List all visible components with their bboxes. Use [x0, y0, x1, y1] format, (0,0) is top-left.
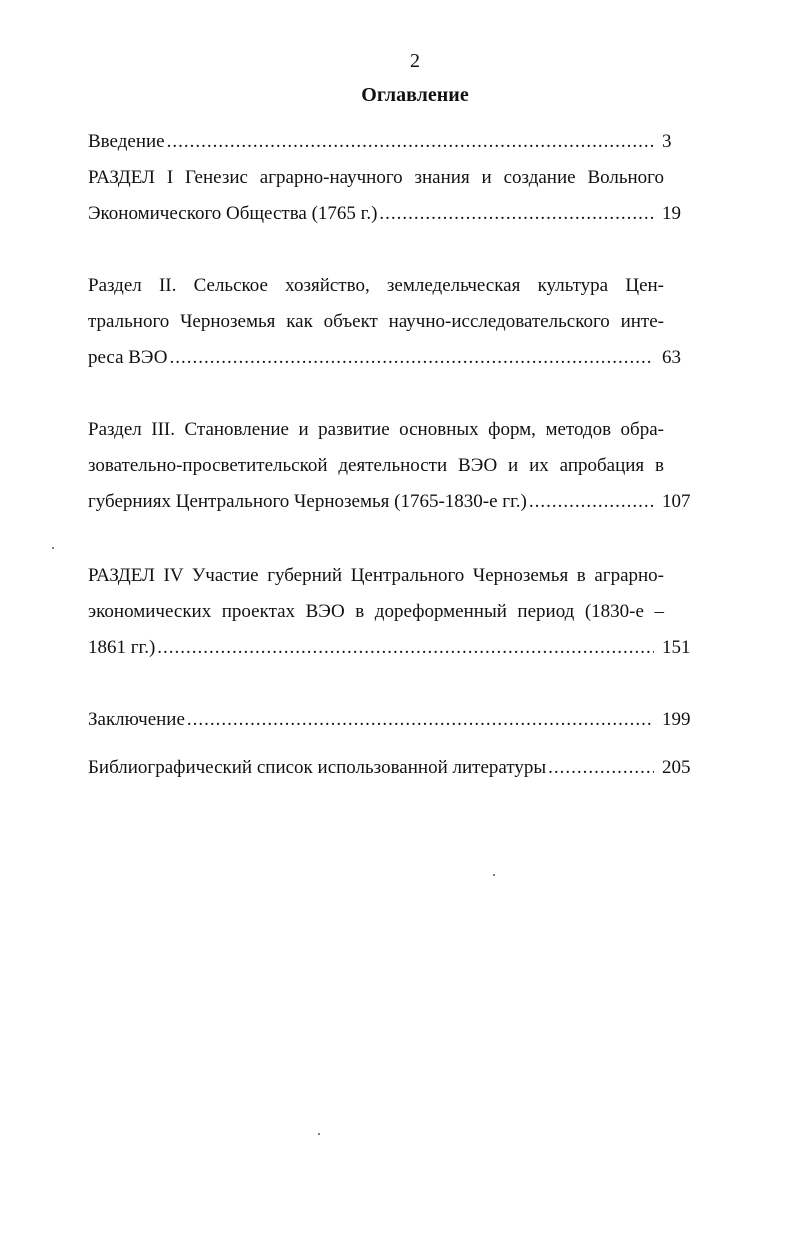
page-title: Оглавление — [361, 84, 469, 106]
toc-entry-section-2[interactable] — [88, 268, 708, 376]
leader-dots — [169, 340, 654, 376]
toc-entry-line: РАЗДЕЛ IV Участие губерний Центрального Черноземья в аграрно- — [88, 565, 664, 586]
toc-page-number: 151 — [662, 637, 691, 658]
leader-dots — [529, 484, 654, 520]
toc-entry-bibliography[interactable] — [88, 750, 708, 786]
toc-entry-label: губерниях Центрального Черноземья (1765-1830-е гг.) — [88, 491, 527, 512]
toc-entry-introduction[interactable] — [88, 124, 708, 160]
scan-speck — [52, 547, 54, 549]
toc-entry-line: зовательно-просветительской деятельности ВЭО и их апробация в — [88, 455, 664, 476]
leader-dots — [167, 124, 654, 160]
toc-entry-label: Экономического Общества (1765 г.) — [88, 203, 378, 224]
toc-entry-label: реса ВЭО — [88, 347, 168, 368]
toc-entry-line: Раздел II. Сельское хозяйство, земледельческая культура Цен- — [88, 275, 664, 296]
toc-entry-line: трального Черноземья как объект научно-исследовательского инте- — [88, 311, 664, 332]
toc-entry-label: Заключение — [88, 709, 185, 730]
toc-entry-section-4[interactable] — [88, 558, 708, 666]
toc-page-number: 107 — [662, 491, 691, 512]
toc-page-number: 63 — [662, 347, 681, 368]
toc-page-number: 19 — [662, 203, 681, 224]
toc-entry-line: экономических проектах ВЭО в дореформенный период (1830-е – — [88, 601, 664, 622]
toc-entry-line: Раздел III. Становление и развитие основных форм, методов обра- — [88, 419, 664, 440]
leader-dots — [379, 196, 654, 232]
scan-speck — [318, 1133, 320, 1135]
toc-page-number: 205 — [662, 757, 691, 778]
toc-entry-conclusion[interactable] — [88, 702, 708, 738]
leader-dots — [157, 630, 654, 666]
leader-dots — [548, 750, 654, 786]
page-number: 2 — [410, 50, 420, 72]
toc-entry-section-1[interactable] — [88, 160, 708, 232]
toc-entry-label: Библиографический список использованной литературы — [88, 757, 547, 778]
toc-entry-label: 1861 гг.) — [88, 637, 156, 658]
toc-entry-label: Введение — [88, 131, 165, 152]
toc-page-number: 199 — [662, 709, 691, 730]
scan-speck — [493, 874, 495, 876]
toc-entry-section-3[interactable] — [88, 412, 708, 520]
toc-entry-line: РАЗДЕЛ I Генезис аграрно-научного знания и создание Вольного — [88, 167, 664, 188]
toc-page-number: 3 — [662, 131, 672, 152]
leader-dots — [187, 702, 654, 738]
